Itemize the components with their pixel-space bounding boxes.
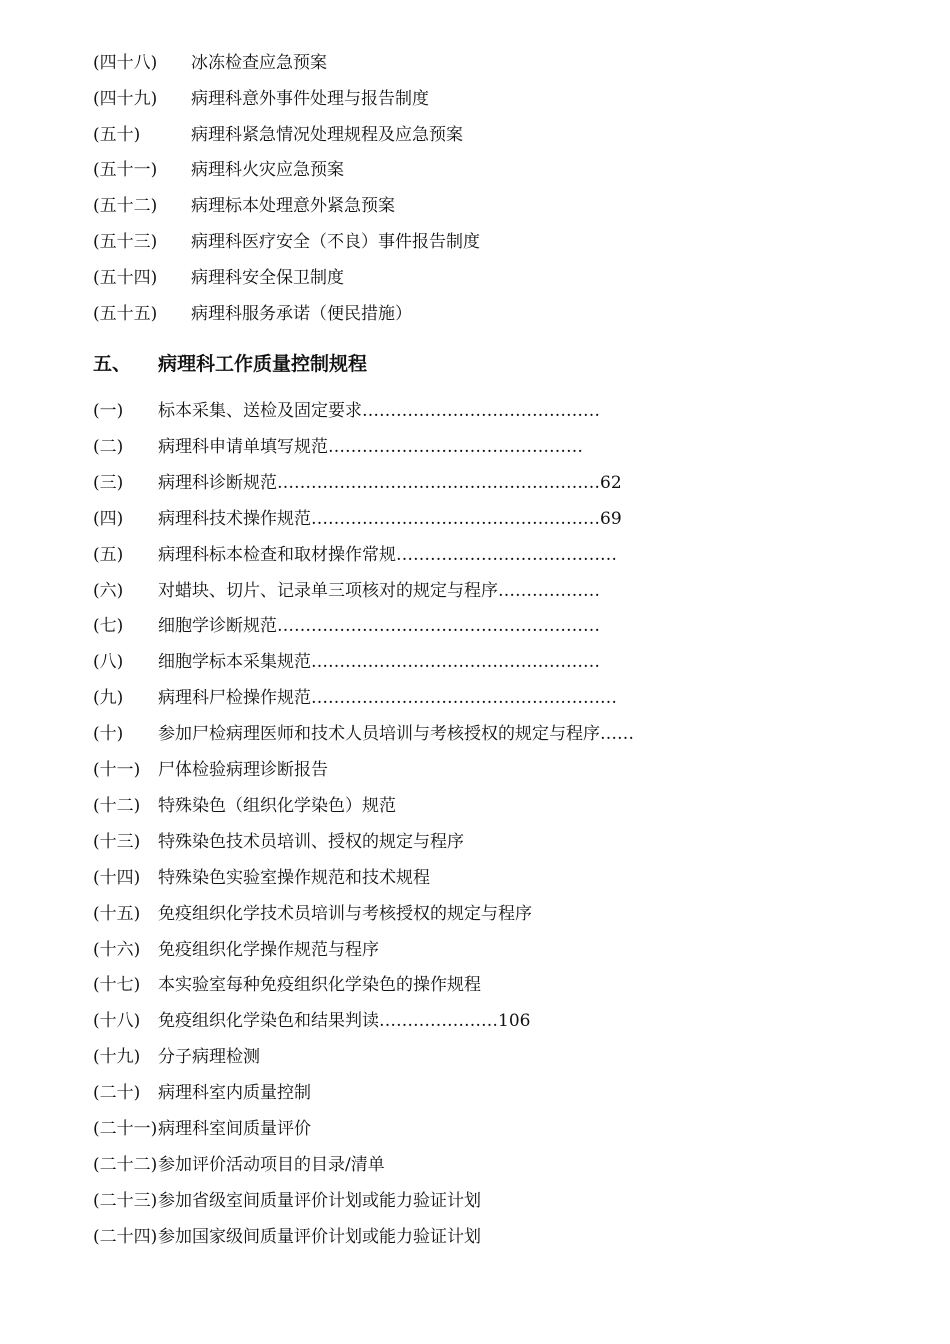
toc-entry-title: 参加省级室间质量评价计划或能力验证计划 [158,1190,481,1211]
toc-entry [93,576,600,606]
toc-entry-number: (十五) [93,903,141,924]
toc-entry-number: (十三) [93,831,141,852]
toc-entry-number: (十) [93,724,124,745]
toc-entry-title: 免疫组织化学染色和结果判读…………………106 [158,1011,531,1032]
toc-entry [93,647,600,677]
toc-entry-title: 病理科紧急情况处理规程及应急预案 [191,124,463,145]
toc-entry-number: (一) [93,401,124,421]
toc-entry-title: 病理科服务承诺（便民措施） [191,303,412,324]
toc-entry-number: (五) [93,544,124,565]
toc-entry [93,120,463,150]
toc-entry-title: 特殊染色技术员培训、授权的规定与程序 [158,831,464,852]
toc-entry-number: (七) [93,616,124,637]
toc-entry-title: 病理科申请单填写规范……………………………………… [158,436,583,457]
toc-entry [93,1222,481,1252]
toc-entry-title: 冰冻检查应急预案 [191,53,327,73]
section-number: 五、 [93,353,132,375]
toc-entry-title: 病理科诊断规范…………………………………………………62 [158,472,622,493]
toc-entry [93,827,464,857]
toc-entry-number: (十一) [93,760,141,780]
toc-entry-number: (十四) [93,867,141,888]
toc-entry-title: 特殊染色（组织化学染色）规范 [158,795,396,816]
toc-entry-number: (四十九) [93,88,158,109]
toc-entry [93,468,622,498]
toc-entry-title: 参加国家级间质量评价计划或能力验证计划 [158,1226,481,1247]
toc-entry-number: (三) [93,472,124,493]
toc-entry-number: (二) [93,436,124,457]
section-title: 病理科工作质量控制规程 [158,353,368,375]
toc-entry [93,396,600,426]
toc-entry-number: (二十一) [93,1119,158,1139]
toc-entry-number: (五十五) [93,303,158,324]
toc-entry [93,191,395,221]
toc-entry-number: (五十三) [93,232,158,252]
toc-entry-number: (十二) [93,795,141,816]
toc-entry-title: 病理科尸检操作规范……………………………………………… [158,688,617,709]
toc-entry-title: 病理科意外事件处理与报告制度 [191,88,429,109]
toc-entry [93,970,481,1000]
toc-entry-title: 细胞学标本采集规范…………………………………………… [158,652,600,673]
toc-entry-title: 参加尸检病理医师和技术人员培训与考核授权的规定与程序…… [158,724,634,745]
toc-entry-title: 尸体检验病理诊断报告 [158,760,328,780]
toc-entry [93,791,396,821]
toc-entry [93,1042,260,1072]
toc-entry-title: 病理科安全保卫制度 [191,267,344,288]
toc-entry-title: 细胞学诊断规范………………………………………………… [158,616,600,637]
toc-entry-title: 病理标本处理意外紧急预案 [191,196,395,217]
toc-entry-number: (四) [93,508,124,529]
toc-entry-number: (二十二) [93,1154,158,1175]
toc-entry [93,299,412,329]
toc-entry [93,540,617,570]
toc-entry-number: (五十二) [93,196,158,217]
toc-entry-title: 标本采集、送检及固定要求…………………………………… [158,401,600,421]
toc-entry-title: 病理科标本检查和取材操作常规………………………………… [158,544,617,565]
toc-entry-number: (四十八) [93,53,158,73]
toc-entry [93,719,634,749]
toc-entry-number: (五十四) [93,267,158,288]
toc-entry [93,48,327,78]
toc-entry-number: (八) [93,652,124,673]
toc-entry [93,1114,311,1144]
toc-entry [93,863,430,893]
toc-entry-title: 特殊染色实验室操作规范和技术规程 [158,867,430,888]
toc-entry [93,84,429,114]
toc-entry-number: (二十四) [93,1226,158,1247]
toc-entry [93,683,617,713]
toc-entry-title: 病理科室内质量控制 [158,1083,311,1104]
toc-entry-title: 免疫组织化学操作规范与程序 [158,939,379,960]
toc-entry-title: 病理科医疗安全（不良）事件报告制度 [191,232,480,252]
toc-entry-number: (六) [93,580,124,601]
toc-entry [93,899,532,929]
toc-entry-title: 本实验室每种免疫组织化学染色的操作规程 [158,975,481,996]
toc-entry [93,1186,481,1216]
toc-entry-number: (九) [93,688,124,709]
toc-entry-title: 参加评价活动项目的目录/清单 [158,1154,385,1175]
toc-entry-number: (二十) [93,1083,141,1104]
toc-entry-number: (二十三) [93,1190,158,1211]
toc-entry [93,935,379,965]
toc-entry-number: (十六) [93,939,141,960]
toc-entry-title: 病理科技术操作规范……………………………………………69 [158,508,622,529]
toc-entry-title: 分子病理检测 [158,1047,260,1068]
toc-entry [93,227,480,257]
toc-entry [93,755,328,785]
section-heading [93,347,368,381]
toc-entry-number: (五十一) [93,160,158,181]
toc-entry-title: 免疫组织化学技术员培训与考核授权的规定与程序 [158,903,532,924]
toc-entry-number: (五十) [93,124,141,145]
toc-entry [93,263,344,293]
toc-entry-number: (十八) [93,1011,141,1032]
toc-entry [93,611,600,641]
toc-entry-title: 病理科室间质量评价 [158,1119,311,1139]
toc-entry-number: (十七) [93,975,141,996]
toc-entry-number: (十九) [93,1047,141,1068]
toc-entry [93,1006,531,1036]
toc-entry-title: 对蜡块、切片、记录单三项核对的规定与程序……………… [158,580,600,601]
toc-entry [93,1078,311,1108]
toc-entry-title: 病理科火灾应急预案 [191,160,344,181]
toc-entry [93,1150,385,1180]
toc-entry [93,155,344,185]
toc-entry [93,432,583,462]
toc-entry [93,504,622,534]
